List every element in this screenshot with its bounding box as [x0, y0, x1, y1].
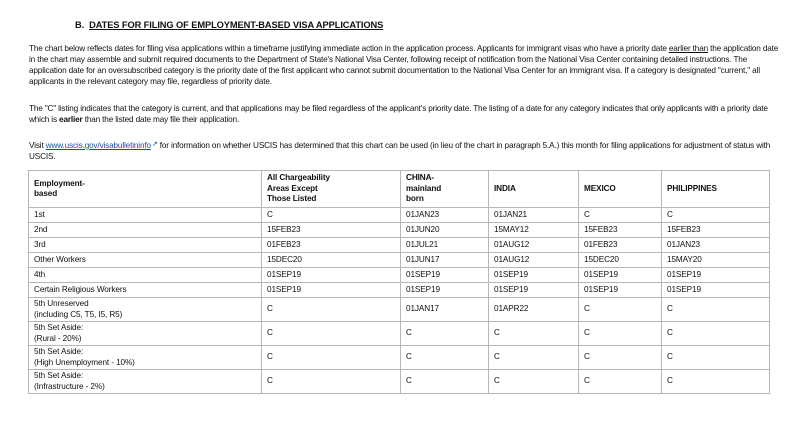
- intro-text-part2: the application date in the chart may assemble and submit required documents to the Department of State's National Visa Center, following receipt of notification from the National Visa Center containing detailed instructions. The application date for an oversubscribed category is the priority date of the first applicant who cannot submit documentation to the National Visa Center for an immigrant visa. If a category is designated "current," all applicants in the relevant category may file, regardless of priority date.: [29, 44, 779, 86]
- table-body: [29, 208, 770, 394]
- header-india: [489, 171, 579, 208]
- date-cell: C: [262, 322, 401, 346]
- category-text-line: 5th Set Aside:: [34, 347, 84, 356]
- current-listing-paragraph: [29, 103, 781, 125]
- date-cell: 01AUG12: [489, 238, 579, 253]
- date-cell: 01SEP19: [579, 283, 662, 298]
- date-cell: 01SEP19: [662, 283, 770, 298]
- date-cell: C: [489, 346, 579, 370]
- date-cell: C: [579, 370, 662, 394]
- category-text-line: 5th Set Aside:: [34, 371, 84, 380]
- date-cell: 01SEP19: [262, 283, 401, 298]
- category-text-line: 5th Unreserved: [34, 299, 89, 308]
- category-cell: [29, 208, 262, 223]
- intro-underlined-text: earlier than: [668, 44, 709, 53]
- header-china: [401, 171, 489, 208]
- category-text-line: (High Unemployment - 10%): [34, 357, 135, 367]
- date-cell: 01SEP19: [662, 268, 770, 283]
- date-cell: C: [662, 298, 770, 322]
- date-cell: C: [579, 208, 662, 223]
- date-cell: C: [262, 346, 401, 370]
- category-cell: [29, 223, 262, 238]
- date-cell: C: [579, 322, 662, 346]
- date-cell: 15FEB23: [662, 223, 770, 238]
- table-row: [29, 322, 770, 346]
- header-text-line: based: [34, 189, 58, 198]
- category-cell: [29, 346, 262, 370]
- date-cell: C: [489, 370, 579, 394]
- date-cell: 15FEB23: [262, 223, 401, 238]
- category-text-line: 3rd: [34, 239, 46, 249]
- filing-chart-intro-paragraph: [29, 43, 781, 87]
- table-row: [29, 253, 770, 268]
- header-text-line: All Chargeability: [267, 173, 330, 183]
- category-cell: [29, 268, 262, 283]
- header-text-line: mainland: [406, 183, 442, 193]
- current-text-part1: The "C" listing indicates that the category is current, and that applications may be filed regardless of the applicant's priority date. The listing of a date for any category indicates that only applicants with a priority date which is: [29, 104, 768, 124]
- date-cell: 15MAY20: [662, 253, 770, 268]
- header-text-line: born: [406, 194, 424, 204]
- date-cell: C: [662, 208, 770, 223]
- section-title: DATES FOR FILING OF EMPLOYMENT-BASED VISA APPLICATIONS: [89, 20, 384, 30]
- table-row: [29, 223, 770, 238]
- date-cell: C: [401, 322, 489, 346]
- current-bold-text: earlier: [59, 115, 83, 124]
- date-cell: 01JAN21: [489, 208, 579, 223]
- header-text-line: PHILIPPINES: [667, 183, 717, 193]
- category-text-line: (including C5, T5, I5, R5): [34, 309, 123, 319]
- date-cell: C: [579, 298, 662, 322]
- date-cell: 01FEB23: [579, 238, 662, 253]
- category-text-line: 1st: [34, 209, 45, 219]
- header-philippines: [662, 171, 770, 208]
- date-cell: 15DEC20: [262, 253, 401, 268]
- external-link-icon: ↗: [151, 141, 158, 148]
- category-cell: [29, 283, 262, 298]
- date-cell: 01JUN17: [401, 253, 489, 268]
- category-text-line: (Rural - 20%): [34, 333, 82, 343]
- date-cell: 15MAY12: [489, 223, 579, 238]
- table-row: [29, 298, 770, 322]
- table-row: [29, 370, 770, 394]
- filing-dates-table: [28, 170, 770, 394]
- category-text-line: Certain Religious Workers: [34, 284, 127, 294]
- current-text-part2: than the listed date may file their application.: [82, 115, 240, 124]
- date-cell: C: [401, 370, 489, 394]
- section-letter: B.: [75, 20, 85, 30]
- date-cell: 15FEB23: [579, 223, 662, 238]
- date-cell: 01JUN20: [401, 223, 489, 238]
- category-cell: [29, 238, 262, 253]
- date-cell: 15DEC20: [579, 253, 662, 268]
- date-cell: 01JAN17: [401, 298, 489, 322]
- date-cell: 01AUG12: [489, 253, 579, 268]
- category-cell: [29, 322, 262, 346]
- date-cell: C: [662, 346, 770, 370]
- category-cell: [29, 298, 262, 322]
- table-row: [29, 208, 770, 223]
- table-row: [29, 283, 770, 298]
- category-text-line: (Infrastructure - 2%): [34, 381, 105, 391]
- header-text-line: Those Listed: [267, 194, 317, 204]
- date-cell: C: [662, 370, 770, 394]
- category-text-line: 4th: [34, 269, 46, 279]
- date-cell: 01SEP19: [401, 268, 489, 283]
- table-header-row: [29, 171, 770, 208]
- date-cell: C: [262, 370, 401, 394]
- date-cell: 01SEP19: [401, 283, 489, 298]
- date-cell: 01JAN23: [662, 238, 770, 253]
- header-text-line: Areas Except: [267, 183, 318, 193]
- intro-text-part1: The chart below reflects dates for filing visa applications within a timeframe justifying immediate action in the application process. Applicants for immigrant visas who have a priority date: [29, 44, 669, 53]
- header-mexico: [579, 171, 662, 208]
- header-text-line: INDIA: [494, 183, 516, 193]
- date-cell: C: [579, 346, 662, 370]
- header-text-line: CHINA-: [406, 173, 435, 183]
- date-cell: C: [262, 298, 401, 322]
- table-row: [29, 268, 770, 283]
- date-cell: C: [401, 346, 489, 370]
- date-cell: 01SEP19: [489, 268, 579, 283]
- date-cell: C: [662, 322, 770, 346]
- visit-text-part1: Visit: [29, 141, 46, 150]
- date-cell: 01JUL21: [401, 238, 489, 253]
- date-cell: 01SEP19: [579, 268, 662, 283]
- visit-text-part2: for information on whether USCIS has determined that this chart can be used (in lieu of the chart in paragraph 5.A.) this month for filing applications for adjustment of status with USCIS.: [29, 141, 771, 161]
- header-text-line: MEXICO: [584, 183, 616, 193]
- table-row: [29, 346, 770, 370]
- date-cell: C: [489, 322, 579, 346]
- date-cell: 01APR22: [489, 298, 579, 322]
- uscis-visit-paragraph: [29, 139, 781, 162]
- table-row: [29, 238, 770, 253]
- header-text-line: Employment-: [34, 178, 85, 188]
- date-cell: 01FEB23: [262, 238, 401, 253]
- header-all-chargeability: [262, 171, 401, 208]
- category-text-line: 2nd: [34, 224, 48, 234]
- date-cell: 01JAN23: [401, 208, 489, 223]
- uscis-link[interactable]: www.uscis.gov/visabulletininfo: [45, 141, 151, 150]
- category-cell: [29, 370, 262, 394]
- section-heading: [75, 20, 383, 30]
- category-text-line: 5th Set Aside:: [34, 323, 84, 332]
- header-employment-based: [29, 171, 262, 208]
- category-text-line: Other Workers: [34, 254, 86, 264]
- date-cell: 01SEP19: [489, 283, 579, 298]
- date-cell: 01SEP19: [262, 268, 401, 283]
- date-cell: C: [262, 208, 401, 223]
- category-cell: [29, 253, 262, 268]
